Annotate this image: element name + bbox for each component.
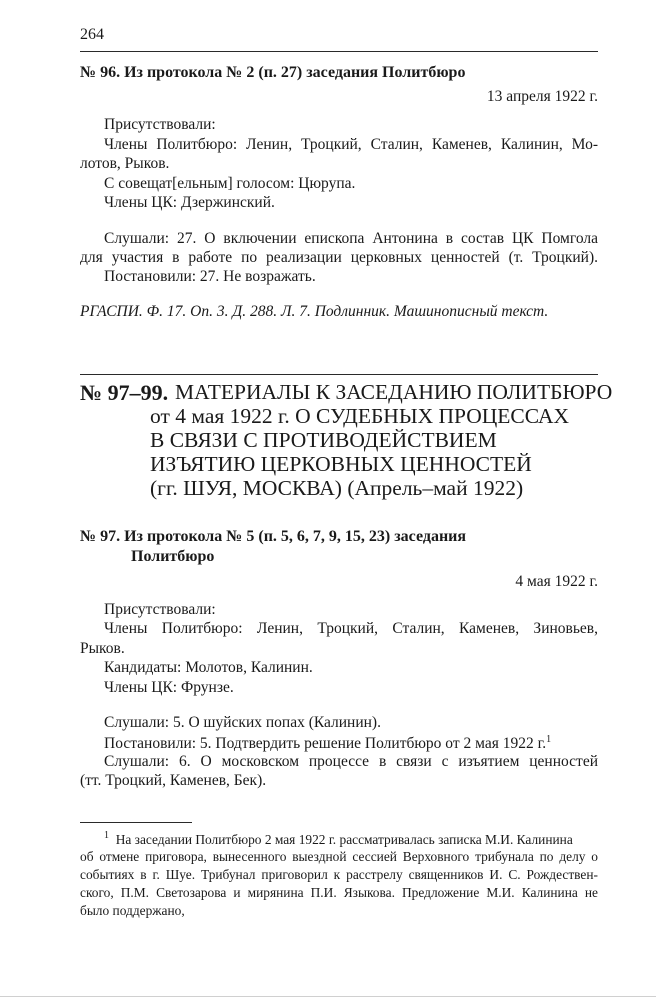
doc97-present-label: Присутствовали: — [104, 601, 216, 618]
doc96-heard-line1: Слушали: 27. О включении епископа Антонина в состав ЦК Помгола — [104, 230, 598, 247]
section-title-line4: ИЗЪЯТИЮ ЦЕРКОВНЫХ ЦЕННОСТЕЙ — [150, 452, 532, 476]
footnote-line5: было поддержано, — [80, 903, 185, 918]
footnote-line1 — [104, 830, 573, 848]
doc97-resolved5 — [104, 734, 551, 753]
doc97-date: 4 мая 1922 г. — [515, 573, 598, 590]
doc96-resolved: Постановили: 27. Не возражать. — [104, 268, 316, 285]
footnote-rule — [80, 822, 192, 823]
footnote-line1-text: На заседании Политбюро 2 мая 1922 г. рассматривалась записка М.И. Калинина — [115, 832, 573, 847]
doc96-members-line2: лотов, Рыков. — [80, 155, 170, 172]
section-title-line2: от 4 мая 1922 г. О СУДЕБНЫХ ПРОЦЕССАХ — [150, 404, 570, 428]
section-rule — [80, 374, 598, 375]
doc96-date: 13 апреля 1922 г. — [486, 88, 598, 105]
doc96-advisory: С совещат[ельным] голосом: Цюрупа. — [104, 175, 356, 192]
doc97-cc-members: Члены ЦК: Фрунзе. — [104, 679, 234, 696]
doc97-members-line2: Рыков. — [80, 640, 125, 657]
doc97-members-line1: Члены Политбюро: Ленин, Троцкий, Сталин, Каменев, Зиновьев, — [104, 620, 598, 637]
section-number: № 97–99. — [80, 380, 169, 405]
doc96-heading: № 96. Из протокола № 2 (п. 27) заседания Политбюро — [80, 64, 466, 81]
footnote-line4: ского, П.М. Светозарова и мирянина П.И. Языкова. Предложение М.И. Калинина не — [80, 885, 598, 900]
section-title-line5: (гг. ШУЯ, МОСКВА) (Апрель–май 1922) — [150, 476, 524, 500]
header-rule — [80, 51, 598, 52]
doc97-resolved5-text: Постановили: 5. Подтвердить решение Политбюро от 2 мая 1922 г. — [104, 735, 547, 752]
doc96-members-line1: Члены Политбюро: Ленин, Троцкий, Сталин, Каменев, Калинин, Мо- — [104, 136, 598, 153]
footnote-line3: событиях в г. Шуе. Трибунал приговорил к расстрелу священников И. С. Рождествен- — [80, 867, 598, 882]
footnote-reference: 1 — [546, 734, 552, 745]
doc97-heading-line2: Политбюро — [131, 548, 215, 565]
doc97-heard6-line1: Слушали: 6. О московском процессе в связи с изъятием ценностей — [104, 753, 598, 770]
footnote-marker: 1 — [104, 830, 109, 841]
doc97-heading-line1: № 97. Из протокола № 5 (п. 5, 6, 7, 9, 15, 23) заседания — [80, 528, 467, 545]
doc96-cc-members: Члены ЦК: Дзержинский. — [104, 194, 275, 211]
doc96-archival-source: РГАСПИ. Ф. 17. Оп. 3. Д. 288. Л. 7. Подлинник. Машинописный текст. — [80, 303, 549, 320]
section-title-line3: В СВЯЗИ С ПРОТИВОДЕЙСТВИЕМ — [150, 428, 497, 452]
doc97-heard6-line2: (тт. Троцкий, Каменев, Бек). — [80, 772, 267, 789]
footnote-line2: об отмене приговора, вынесенного выездной сессией Верховного трибунала по делу о — [80, 849, 598, 864]
page-number: 264 — [80, 26, 104, 43]
doc97-heard5: Слушали: 5. О шуйских попах (Калинин). — [104, 714, 381, 731]
section-title-line1: МАТЕРИАЛЫ К ЗАСЕДАНИЮ ПОЛИТБЮРО — [175, 380, 613, 404]
page-bottom-edge — [0, 996, 656, 997]
doc97-candidates: Кандидаты: Молотов, Калинин. — [104, 659, 313, 676]
doc96-heard-line2: для участия в работе по реализации церковных ценностей (т. Троцкий). — [80, 249, 598, 266]
doc96-present-label: Присутствовали: — [104, 116, 216, 133]
